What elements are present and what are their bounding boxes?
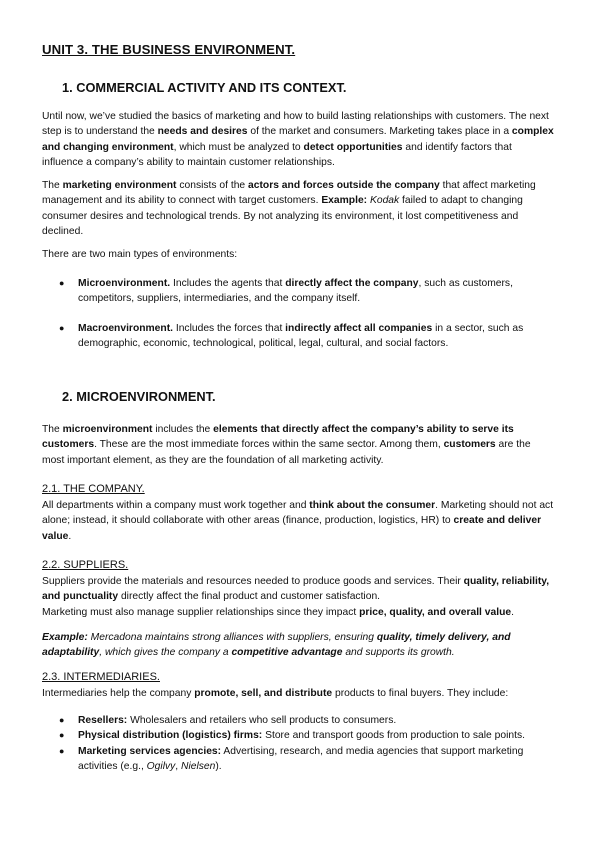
section-1-paragraph-1: Until now, we’ve studied the basics of marketing and how to build lasting relationships with customers. The next step is to understand the needs and desires of the market and consumers. Marketing takes place in a complex and changing environment, which must be analyzed to detect opportunities and identify factors that influence a company’s ability to maintain customer relationships. xyxy=(42,111,554,169)
intermediaries-list xyxy=(42,713,554,775)
bullet-icon: ● xyxy=(59,745,65,756)
subsection-company-heading: 2.1. THE COMPANY. xyxy=(42,483,145,495)
list-item: ● Physical distribution (logistics) firms: Store and transport goods from production to sale points. xyxy=(42,728,554,743)
environment-types-list xyxy=(42,276,554,352)
list-item: ● Microenvironment. Includes the agents that directly affect the company, such as customers, competitors, suppliers, intermediaries, and the company itself. xyxy=(59,278,513,305)
subsection-intermediaries-text: Intermediaries help the company promote, sell, and distribute products to final buyers. They include: xyxy=(42,688,509,699)
section-2-heading: 2. MICROENVIRONMENT. xyxy=(62,389,216,404)
section-1-paragraph-3: There are two main types of environments: xyxy=(42,249,238,260)
bullet-icon: ● xyxy=(59,730,65,741)
section-1-paragraph-2: The marketing environment consists of the actors and forces outside the company that affect marketing management and its ability to connect with target customers. Example: Kodak failed to adapt to changing consumer desires and technological trends. By not analyzing its environment, it lost competitiveness and declined. xyxy=(42,180,536,238)
suppliers-example: Example: Mercadona maintains strong alliances with suppliers, ensuring quality, timely delivery, and adaptability, which gives the company a competitive advantage and supports its growth. xyxy=(42,632,511,659)
section-1-heading: 1. COMMERCIAL ACTIVITY AND ITS CONTEXT. xyxy=(62,80,347,95)
subsection-company-text: All departments within a company must work together and think about the consumer. Marketing should not act alone; instead, it should collaborate with other areas (finance, production, logistics, HR) to create and deliver value. xyxy=(42,500,554,542)
list-item: ● Macroenvironment. Includes the forces that indirectly affect all companies in a sector, such as demographic, economic, technological, political, legal, cultural, and social factors. xyxy=(59,322,524,350)
unit-title: UNIT 3. THE BUSINESS ENVIRONMENT. xyxy=(42,42,296,57)
subsection-suppliers-text: Suppliers provide the materials and resources needed to produce goods and services. Their quality, reliability, and punctuality directly affect the final product and customer satisfaction. Marketing must also manage supplier relationships since they impact price, quality, and overall value. xyxy=(42,576,550,618)
bullet-icon: ● xyxy=(59,278,65,288)
list-item: ● Marketing services agencies: Advertising, research, and media agencies that support marketing activities (e.g., Ogilvy, Nielsen). xyxy=(59,745,524,773)
bullet-icon: ● xyxy=(59,322,65,333)
section-2-paragraph-1: The microenvironment includes the elements that directly affect the company’s ability to serve its customers. These are the most immediate forces within the same sector. Among them, customers are the most important element, as they are the foundation of all marketing activity. xyxy=(42,424,531,466)
subsection-suppliers-heading: 2.2. SUPPLIERS. xyxy=(42,559,129,571)
subsection-intermediaries-heading: 2.3. INTERMEDIARIES. xyxy=(42,671,160,683)
list-item: ● Resellers: Wholesalers and retailers who sell products to consumers. xyxy=(42,713,554,728)
bullet-icon: ● xyxy=(59,715,65,725)
